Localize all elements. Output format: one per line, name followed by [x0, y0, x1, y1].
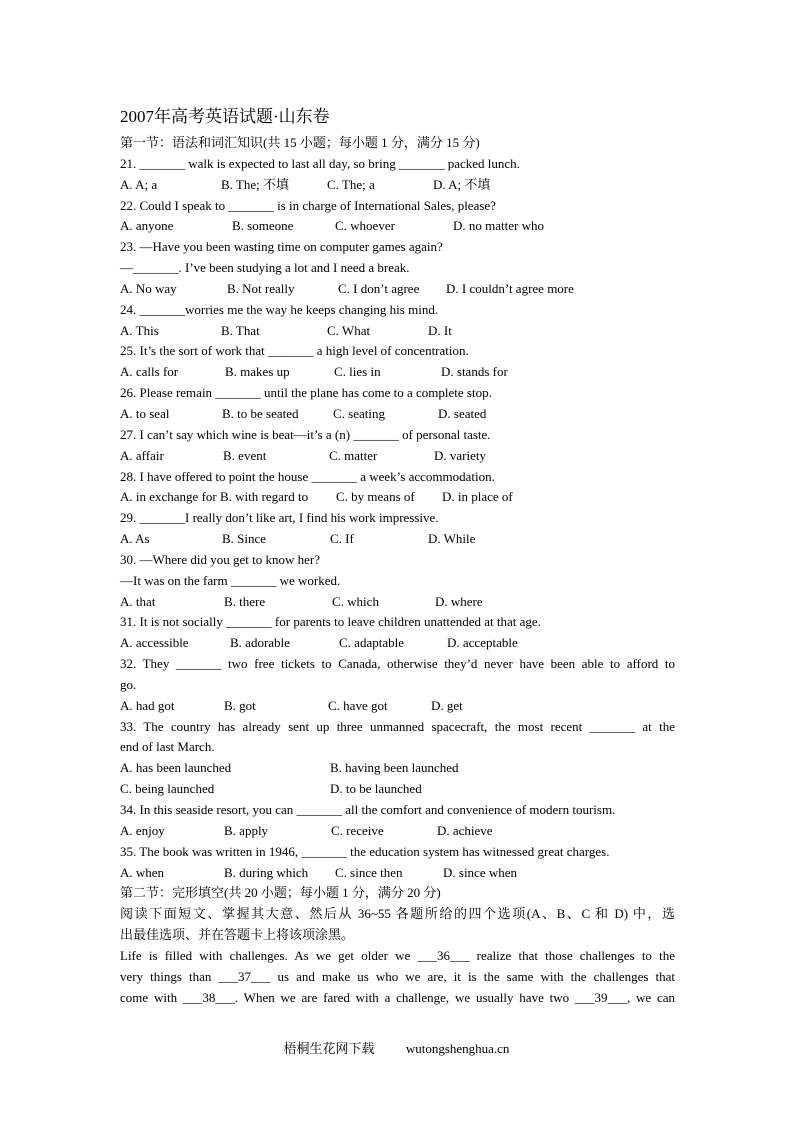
question-stem-line2: —_______. I’ve been studying a lot and I need a break. — [120, 260, 410, 276]
option-a: A. As — [120, 531, 150, 547]
option-b: B. there — [224, 593, 266, 609]
option-d: D. get — [431, 697, 463, 713]
option-d: D. It — [428, 322, 452, 338]
question-stem: 33. The country has already sent up three unmanned spacecraft, the most recent _______ at the — [120, 718, 675, 734]
section2-header: 第二节：完形填空(共 20 小题；每小题 1 分，满分 20 分) — [120, 885, 441, 901]
option-c: C. I don’t agree — [338, 280, 420, 296]
option-c: C. which — [332, 593, 379, 609]
question-stem: 32. They _______ two free tickets to Canada, otherwise they’d never have been able to afford to — [120, 656, 675, 672]
option-d: D. variety — [434, 447, 486, 463]
option-c: C. since then — [335, 864, 403, 880]
option-b: B. The; 不填 — [221, 176, 290, 192]
question-options — [120, 633, 675, 654]
question-stem: 24. _______worries me the way he keeps changing his mind. — [120, 301, 439, 317]
question-stem: 21. _______ walk is expected to last all day, so bring _______ packed lunch. — [120, 155, 520, 171]
option-a: A. in exchange for — [120, 489, 217, 505]
option-d: D. no matter who — [453, 218, 544, 234]
question-options — [120, 758, 675, 779]
option-d: D. While — [428, 531, 476, 547]
option-a: A. No way — [120, 280, 177, 296]
option-a: A. has been launched — [120, 760, 232, 776]
option-b: B. That — [221, 322, 260, 338]
option-b: B. with regard to — [220, 489, 309, 505]
option-b: B. makes up — [225, 364, 290, 380]
option-c: C. whoever — [335, 218, 395, 234]
option-b: B. someone — [232, 218, 294, 234]
passage-line: Life is filled with challenges. As we get older we ___36___ realize that those challenges to the — [120, 947, 675, 963]
question-options — [120, 321, 675, 342]
option-d: D. acceptable — [447, 635, 518, 651]
page-title: 2007年高考英语试题·山东卷 — [120, 107, 330, 126]
question-options — [120, 216, 675, 237]
question-options — [120, 529, 675, 550]
option-b: B. to be seated — [222, 405, 299, 421]
question-stem-line2: end of last March. — [120, 739, 215, 755]
option-a: A. affair — [120, 447, 164, 463]
question-stem: 23. —Have you been wasting time on computer games again? — [120, 239, 443, 255]
option-d: D. to be launched — [330, 781, 422, 797]
option-c: C. adaptable — [339, 635, 404, 651]
option-b: B. during which — [224, 864, 309, 880]
option-c: C. lies in — [334, 364, 381, 380]
question-stem: 25. It’s the sort of work that _______ a high level of concentration. — [120, 343, 469, 359]
option-b: B. got — [224, 697, 256, 713]
option-a: A. accessible — [120, 635, 189, 651]
question-options — [120, 446, 675, 467]
option-b: B. having been launched — [330, 760, 459, 776]
question-stem: 26. Please remain _______ until the plane has come to a complete stop. — [120, 385, 492, 401]
question-options — [120, 592, 675, 613]
option-b: B. apply — [224, 822, 269, 838]
option-c: C. have got — [328, 697, 388, 713]
question-stem: 34. In this seaside resort, you can _______ all the comfort and convenience of modern tourism. — [120, 802, 616, 817]
question-stem-line2: —It was on the farm _______ we worked. — [120, 572, 341, 588]
option-b: B. Not really — [227, 280, 295, 296]
option-d: D. achieve — [437, 822, 493, 838]
section2-instruction-line2: 出最佳选项、并在答题卡上将该项涂黑。 — [120, 927, 355, 943]
question-options — [120, 362, 675, 383]
question-options — [120, 863, 675, 884]
question-stem: 35. The book was written in 1946, _______ the education system has witnessed great charges. — [120, 843, 610, 859]
option-d: D. in place of — [442, 489, 513, 505]
section2-instruction: 阅读下面短文、掌握其大意、然后从 36~55 各题所给的四个选项(A、B、C 和 D) 中，选 — [120, 906, 675, 922]
question-options — [120, 175, 675, 196]
question-stem: 30. —Where did you get to know her? — [120, 551, 321, 567]
exam-content — [120, 105, 675, 1008]
option-a: A. that — [120, 593, 156, 609]
option-a: A. This — [120, 322, 159, 338]
question-stem-line2: go. — [120, 676, 137, 692]
option-b: B. adorable — [230, 635, 290, 651]
option-d: D. stands for — [441, 364, 508, 380]
option-d: D. where — [435, 593, 483, 609]
question-stem: 27. I can’t say which wine is beat—it’s a (n) _______ of personal taste. — [120, 426, 491, 442]
section1-header: 第一节：语法和词汇知识(共 15 小题；每小题 1 分，满分 15 分) — [120, 135, 480, 150]
page-footer — [0, 1040, 793, 1058]
option-d: D. since when — [443, 864, 518, 880]
footer-text: 梧桐生花网下载 — [283, 1041, 375, 1056]
question-options — [120, 487, 675, 508]
question-options — [120, 696, 675, 717]
option-a: A. calls for — [120, 364, 179, 380]
option-a: A. to seal — [120, 405, 170, 421]
option-b: B. event — [223, 447, 267, 463]
option-a: A. had got — [120, 697, 175, 713]
option-b: B. Since — [222, 531, 267, 547]
option-c: C. being launched — [120, 781, 215, 797]
question-stem: 29. _______I really don’t like art, I find his work impressive. — [120, 510, 439, 526]
question-stem: 22. Could I speak to _______ is in charge of International Sales, please? — [120, 197, 496, 213]
passage-line: come with ___38___. When we are fared with a challenge, we usually have two ___39___, we can — [120, 989, 675, 1005]
option-c: C. matter — [329, 447, 378, 463]
option-a: A. when — [120, 864, 165, 880]
option-d: D. seated — [438, 405, 487, 421]
footer-site-link[interactable]: wutongshenghua.cn — [405, 1041, 510, 1056]
question-stem: 28. I have offered to point the house _______ a week’s accommodation. — [120, 468, 495, 484]
question-options — [120, 779, 675, 800]
option-d: D. A; 不填 — [433, 176, 491, 192]
option-a: A. A; a — [120, 176, 158, 192]
option-a: A. enjoy — [120, 822, 165, 838]
passage-line: very things than ___37___ us and make us who we are, it is the same with the challenges that — [120, 968, 675, 984]
question-stem: 31. It is not socially _______ for parents to leave children unattended at that age. — [120, 614, 541, 630]
option-c: C. The; a — [327, 176, 375, 192]
option-c: C. receive — [331, 822, 384, 838]
option-d: D. I couldn’t agree more — [446, 280, 574, 296]
option-c: C. seating — [333, 405, 385, 421]
option-c: C. by means of — [336, 489, 415, 505]
question-options — [120, 279, 675, 300]
question-options — [120, 821, 675, 842]
question-options — [120, 404, 675, 425]
option-c: C. If — [330, 531, 354, 547]
option-a: A. anyone — [120, 218, 174, 234]
option-c: C. What — [327, 322, 371, 338]
